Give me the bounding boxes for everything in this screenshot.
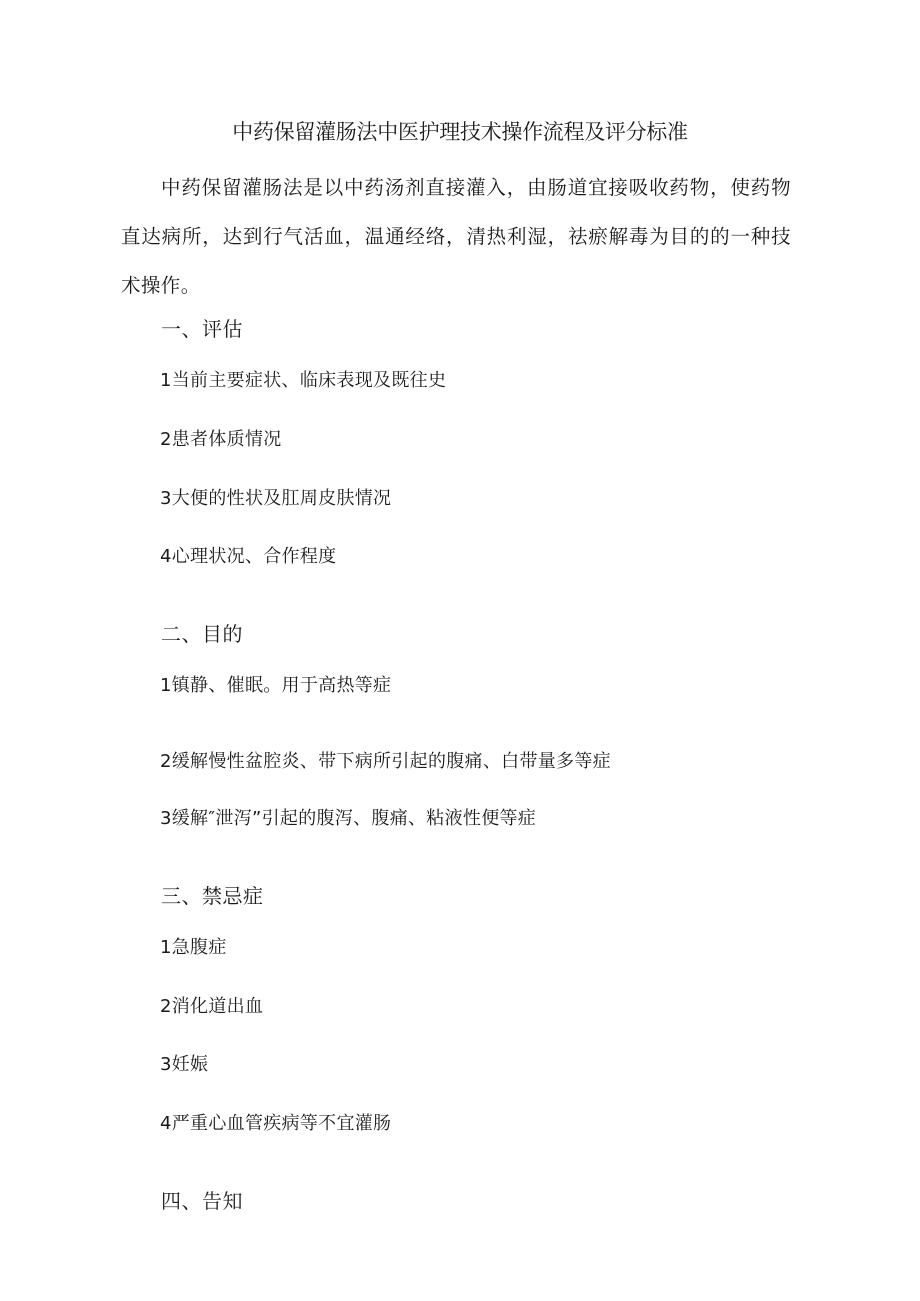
list-item: 1镇静、催眠。用于高热等症 bbox=[160, 675, 392, 696]
section-heading-assessment: 一、评估 bbox=[161, 317, 243, 341]
list-item: 2患者体质情况 bbox=[160, 429, 282, 450]
list-item: 1急腹症 bbox=[160, 937, 227, 958]
list-item: 3大便的性状及肛周皮肤情况 bbox=[160, 488, 392, 509]
intro-paragraph: 中药保留灌肠法是以中药汤剂直接灌入，由肠道宜接吸收药物，使药物直达病所，达到行气活血，温通经络，清热利湿，祛瘀解毒为目的的一种技术操作。 bbox=[121, 176, 791, 297]
list-item: 1当前主要症状、临床表现及既往史 bbox=[160, 370, 447, 391]
list-item: 2消化道出血 bbox=[160, 996, 264, 1017]
list-item: 3妊娠 bbox=[160, 1054, 209, 1075]
list-item: 3缓解″泄泻”引起的腹泻、腹痛、粘液性便等症 bbox=[160, 808, 537, 829]
section-heading-contraindications: 三、禁忌症 bbox=[161, 884, 264, 908]
list-item: 2缓解慢性盆腔炎、带下病所引起的腹痛、白带量多等症 bbox=[160, 751, 611, 772]
section-heading-purpose: 二、目的 bbox=[161, 622, 243, 646]
list-item: 4严重心血管疾病等不宜灌肠 bbox=[160, 1113, 392, 1134]
section-heading-notification: 四、告知 bbox=[161, 1189, 243, 1213]
list-item: 4心理状况、合作程度 bbox=[160, 546, 337, 567]
document-title: 中药保留灌肠法中医护理技术操作流程及评分标准 bbox=[232, 120, 688, 144]
